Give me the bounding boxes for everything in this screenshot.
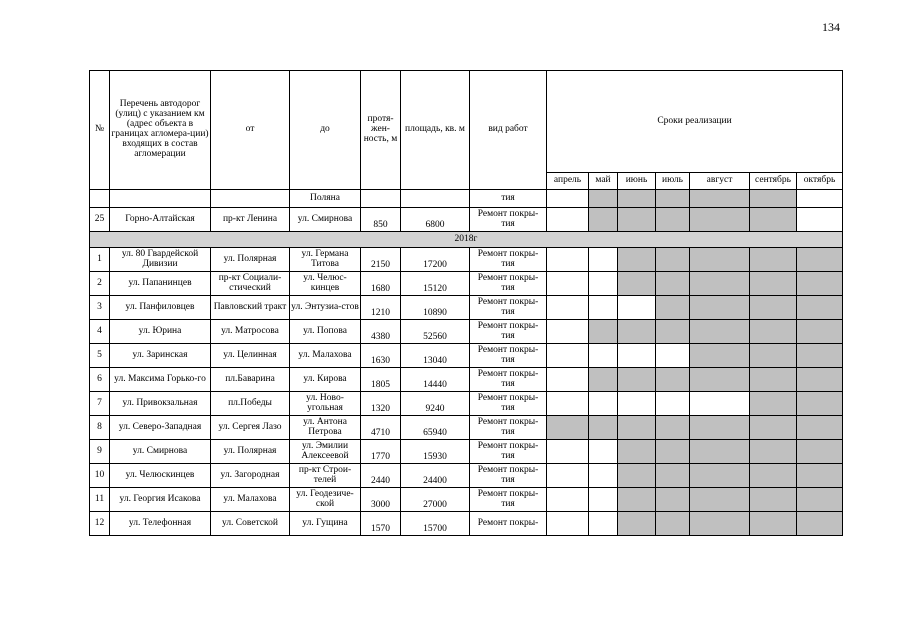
cell-work: Ремонт покры-тия [470,392,547,416]
month-cell [690,392,750,416]
cell-to: пр-кт Строи-телей [290,464,361,488]
cell-work: Ремонт покры-тия [470,368,547,392]
month-cell [797,368,843,392]
cell-to: ул. Ново-угольная [290,392,361,416]
month-cell [750,392,797,416]
month-cell [547,208,589,232]
month-cell [656,208,690,232]
month-cell [690,248,750,272]
cell-from: ул. Советской [211,512,290,536]
month-cell [589,320,618,344]
month-cell [656,344,690,368]
month-cell [589,272,618,296]
month-cell [589,512,618,536]
month-cell [618,416,656,440]
month-cell [690,368,750,392]
month-cell [547,512,589,536]
month-cell [797,296,843,320]
month-cell [750,464,797,488]
header-num: № [90,71,110,190]
rows-body [90,248,843,536]
cell-from: ул. Малахова [211,488,290,512]
month-cell [797,248,843,272]
month-cell [618,208,656,232]
cell-work: Ремонт покры-тия [470,464,547,488]
month-header: апрель [547,173,589,190]
month-cell [589,368,618,392]
table-row [90,416,843,440]
month-cell [690,344,750,368]
month-cell [618,320,656,344]
month-header: сентябрь [750,173,797,190]
cell-work: Ремонт покры-тия [470,248,547,272]
month-cell [618,296,656,320]
month-cell [797,464,843,488]
month-cell [656,368,690,392]
month-cell [690,272,750,296]
table-row [90,272,843,296]
cell-work: Ремонт покры-тия [470,416,547,440]
cell-from: пр-кт Ленина [211,208,290,232]
month-cell [690,320,750,344]
month-cell [797,272,843,296]
cell-to: ул. Малахова [290,344,361,368]
month-cell [547,190,589,208]
table-row [90,248,843,272]
cell-area: 52560 [401,320,470,344]
month-cell [589,208,618,232]
month-cell [589,392,618,416]
cell-road: ул. Юрина [110,320,211,344]
cell-num: 4 [90,320,110,344]
month-cell [750,190,797,208]
month-cell [797,344,843,368]
month-cell [547,272,589,296]
header-from: от [211,71,290,190]
cell-road: ул. Привокзальная [110,392,211,416]
cell-area: 65940 [401,416,470,440]
header-length: протя-жен-ность, м [361,71,401,190]
cell-to: ул. Геодезиче-ской [290,488,361,512]
month-cell [589,488,618,512]
month-cell [618,190,656,208]
month-cell [656,416,690,440]
month-cell [750,296,797,320]
month-cell [797,416,843,440]
cell-area: 15930 [401,440,470,464]
month-cell [797,208,843,232]
month-cell [618,512,656,536]
cell-to: ул. Эмилии Алексеевой [290,440,361,464]
cell-num: 8 [90,416,110,440]
cell-num: 10 [90,464,110,488]
cell-length: 1320 [361,392,401,416]
month-cell [618,440,656,464]
month-cell [656,248,690,272]
cell-length: 4380 [361,320,401,344]
cell-road: ул. Максима Горько-го [110,368,211,392]
month-cell [690,416,750,440]
month-cell [618,368,656,392]
month-cell [750,344,797,368]
month-cell [547,248,589,272]
cell-from: пл.Баварина [211,368,290,392]
cell-length: 1805 [361,368,401,392]
cell-road: ул. Заринская [110,344,211,368]
month-cell [656,272,690,296]
cell-num: 2 [90,272,110,296]
month-cell [750,208,797,232]
month-header: май [589,173,618,190]
cell-to: ул. Антона Петрова [290,416,361,440]
month-cell [547,320,589,344]
month-cell [750,440,797,464]
month-cell [690,440,750,464]
cell-from: ул. Загородная [211,464,290,488]
month-cell [656,464,690,488]
cell-from: пр-кт Социали-стический [211,272,290,296]
cell-to: ул. Энтузиа-стов [290,296,361,320]
month-cell [690,512,750,536]
cell-to: ул. Челюс-кинцев [290,272,361,296]
month-cell [589,464,618,488]
month-cell [656,488,690,512]
month-cell [750,488,797,512]
month-cell [589,440,618,464]
cell-from: Павловский тракт [211,296,290,320]
cell-road: ул. Челюскинцев [110,464,211,488]
month-cell [547,416,589,440]
cell-road: ул. Георгия Исакова [110,488,211,512]
cell-to: ул. Попова [290,320,361,344]
cell-num: 11 [90,488,110,512]
month-cell [690,208,750,232]
month-cell [656,296,690,320]
month-cell [656,440,690,464]
month-cell [618,344,656,368]
month-cell [547,344,589,368]
cell-length: 1770 [361,440,401,464]
cell-area: 9240 [401,392,470,416]
month-cell [589,416,618,440]
cell-area: 15700 [401,512,470,536]
cell-road: ул. Смирнова [110,440,211,464]
month-header: июнь [618,173,656,190]
month-cell [547,296,589,320]
cell-length: 3000 [361,488,401,512]
cell-area: 24400 [401,464,470,488]
month-cell [547,392,589,416]
cell-length: 1210 [361,296,401,320]
table-row [90,208,843,232]
cell-road: ул. Телефонная [110,512,211,536]
month-cell [589,248,618,272]
cell-area: 15120 [401,272,470,296]
month-cell [797,320,843,344]
header-schedule: Сроки реализации [547,71,843,173]
month-cell [750,320,797,344]
cell-length: 2150 [361,248,401,272]
continuation-row [90,190,843,208]
cell-length: 4710 [361,416,401,440]
cell-length: 1630 [361,344,401,368]
cell-num: 12 [90,512,110,536]
cell-from: ул. Сергея Лазо [211,416,290,440]
month-cell [750,248,797,272]
page-number: 134 [822,20,840,34]
cell-num: 7 [90,392,110,416]
cell-from: ул. Полярная [211,248,290,272]
cell-to: ул. Кирова [290,368,361,392]
month-cell [797,392,843,416]
cell-to: ул. Гущина [290,512,361,536]
month-cell [618,488,656,512]
cell-work: Ремонт покры- [470,512,547,536]
year-label: 2018г [90,232,843,248]
cell-road: ул. Панфиловцев [110,296,211,320]
month-cell [690,296,750,320]
table-row [90,488,843,512]
cell-road: ул. Папанинцев [110,272,211,296]
cell-area: 14440 [401,368,470,392]
month-cell [589,190,618,208]
cell-length: 1570 [361,512,401,536]
cell-work: Ремонт покры-тия [470,344,547,368]
month-cell [750,368,797,392]
month-header: октябрь [797,173,843,190]
month-cell [750,416,797,440]
roads-table [89,70,843,536]
month-cell [547,464,589,488]
month-cell [797,488,843,512]
cell-num: 5 [90,344,110,368]
cell-from: ул. Полярная [211,440,290,464]
table-row [90,368,843,392]
cell-road: Горно-Алтайская [110,208,211,232]
month-cell [690,488,750,512]
month-cell [656,320,690,344]
cell-from: ул. Матросова [211,320,290,344]
month-cell [656,190,690,208]
table-row [90,464,843,488]
cell-work: тия [470,190,547,208]
month-cell [690,190,750,208]
month-cell [656,392,690,416]
cell-from: ул. Целинная [211,344,290,368]
cell-num: 1 [90,248,110,272]
cell-area: 27000 [401,488,470,512]
cell-road: ул. 80 Гвардейской Дивизии [110,248,211,272]
month-cell [797,440,843,464]
month-cell [750,512,797,536]
month-cell [589,344,618,368]
cell-area: 17200 [401,248,470,272]
cell-to: ул. Смирнова [290,208,361,232]
month-cell [618,272,656,296]
cell-to: Поляна [290,190,361,208]
table-row [90,440,843,464]
cell-length: 850 [361,208,401,232]
cell-to: ул. Германа Титова [290,248,361,272]
month-cell [797,190,843,208]
month-cell [690,464,750,488]
month-cell [547,368,589,392]
header-to: до [290,71,361,190]
cell-num: 9 [90,440,110,464]
cell-area: 10890 [401,296,470,320]
month-cell [547,440,589,464]
cell-work: Ремонт покры-тия [470,488,547,512]
month-cell [618,392,656,416]
month-cell [589,296,618,320]
cell-from: пл.Победы [211,392,290,416]
cell-length: 1680 [361,272,401,296]
cell-work: Ремонт покры-тия [470,296,547,320]
month-cell [750,272,797,296]
header-road-list: Перечень автодорог (улиц) с указанием км (адрес объекта в границах агломера-ции) входящих в состав агломерации [110,71,211,190]
month-cell [618,464,656,488]
cell-area: 13040 [401,344,470,368]
month-cell [797,512,843,536]
cell-work: Ремонт покры-тия [470,272,547,296]
month-cell [618,248,656,272]
month-cell [656,512,690,536]
table-row [90,392,843,416]
cell-num: 3 [90,296,110,320]
cell-work: Ремонт покры-тия [470,320,547,344]
month-header: август [690,173,750,190]
table-row [90,344,843,368]
cell-area: 6800 [401,208,470,232]
cell-num: 6 [90,368,110,392]
cell-road: ул. Северо-Западная [110,416,211,440]
month-cell [547,488,589,512]
table-row [90,296,843,320]
cell-work: Ремонт покры-тия [470,208,547,232]
table-row [90,320,843,344]
table-row [90,512,843,536]
header-area: площадь, кв. м [401,71,470,190]
cell-length: 2440 [361,464,401,488]
cell-num: 25 [90,208,110,232]
month-header: июль [656,173,690,190]
cell-work: Ремонт покры-тия [470,440,547,464]
header-work-type: вид работ [470,71,547,190]
